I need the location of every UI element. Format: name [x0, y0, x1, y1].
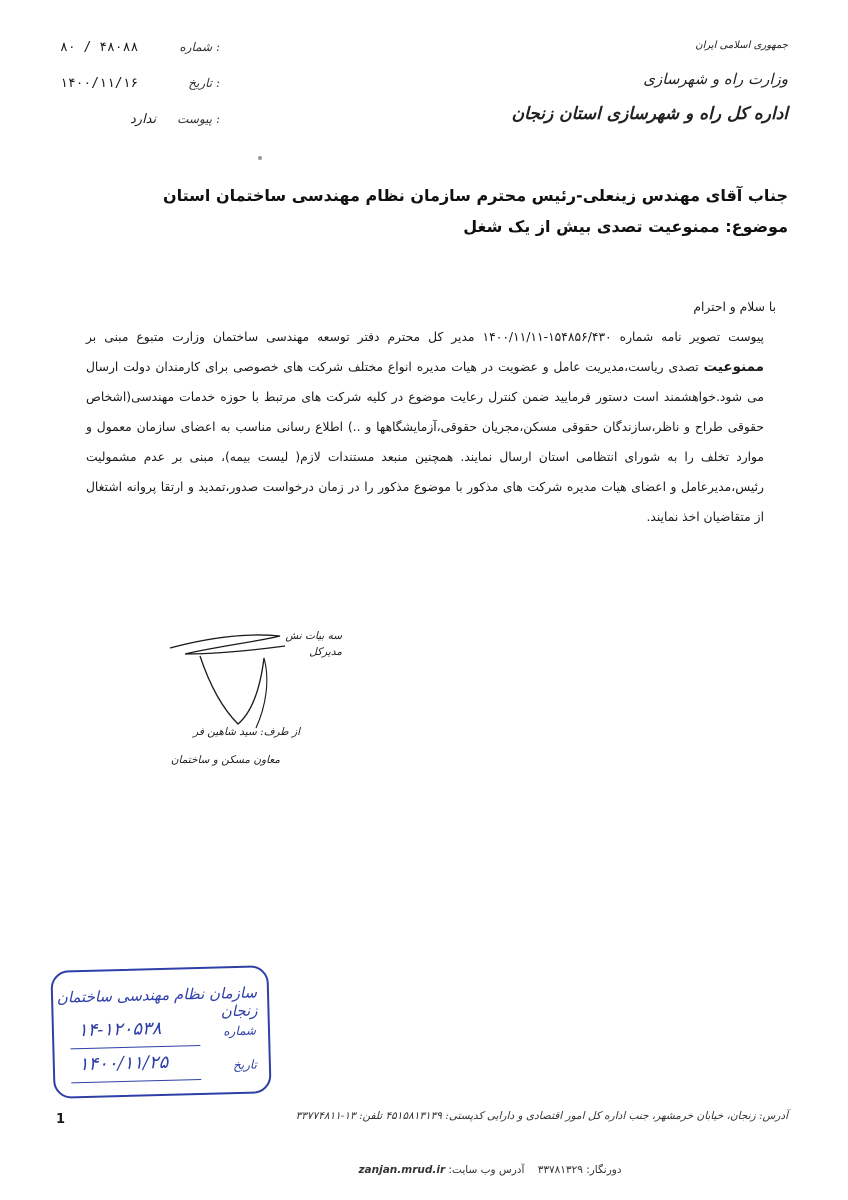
greeting: با سلام و احترام — [693, 300, 776, 314]
stamp-date-line — [71, 1079, 201, 1083]
body-text-part-1: پیوست تصویر نامه شماره ۱۵۴۸۵۶/۴۳۰-۱۴۰۰/۱۱/۱۱ مدیر کل محترم دفتر توسعه مهندسی ساختمان وزارت متبوع مبنی بر — [86, 330, 764, 344]
footer-fax: دورنگار: ۳۳۷۸۱۳۲۹ — [537, 1164, 622, 1176]
letter-number-value: ۸۰ / ۴۸۰۸۸ — [60, 40, 139, 55]
attachment-value: ندارد — [130, 112, 157, 127]
stamp-number-label: شماره — [223, 1023, 257, 1039]
body-emphasis: ممنوعیت — [703, 359, 764, 375]
footer-contact — [290, 1164, 690, 1176]
body-text-part-2: تصدی ریاست،مدیریت عامل و عضویت در هیات مدیره انواع مختلف شرکت های خصوصی برای کارمندان دولت ارسال می شود.خواهشمند است دستور فرمایید ضمن کنترل رعایت موضوع در کلیه شرکت های مرتبط با حوزه خدمات مهندسی(اشخاص حقوقی طراح و ناظر،سازندگان حقوقی مسکن،مجریان حقوقی،آزمایشگاهها و ..) اطلاع رسانی مناسب به اعضای سازمان معمول و موارد تخلف را به شورای انتظامی استان ارسال نمایند. همچنین منبعد مستندات لازم( لیست بیمه)، مبنی بر عدم مشمولیت رئیس،مدیرعامل و اعضای هیات مدیره شرکت های مذکور با موضوع مذکور را در زمان درخواست صدور،تمدید و ارتقا پروانه اشتغال از متقاضیان اخذ نمایند. — [86, 360, 764, 524]
stamp-date-value: ۱۴۰۰/۱۱/۲۵ — [78, 1051, 169, 1076]
letter-number-label: شماره : — [179, 40, 220, 54]
receipt-stamp — [50, 965, 271, 1099]
stamp-number-value: ۱۴-۱۲۰۵۳۸ — [77, 1017, 162, 1042]
letter-date-value: ۱۴۰۰/۱۱/۱۶ — [60, 76, 139, 91]
footer-address: آدرس: زنجان، خیابان خرمشهر، جنب اداره کل امور اقتصادی و دارایی کدپستی: ۴۵۱۵۸۱۳۱۳۹ تلفن: ۱۳-۳۳۷۷۴۸۱۱ — [295, 1110, 788, 1122]
addressee-line: جناب آقای مهندس زینعلی-رئیس محترم سازمان نظام مهندسی ساختمان استان — [162, 186, 788, 205]
letterhead-ministry: وزارت راه و شهرسازی — [643, 70, 788, 88]
letter-number-row — [60, 40, 220, 60]
letter-date-label: تاریخ : — [188, 76, 220, 90]
letter-date-row — [60, 76, 220, 96]
stamp-date-label: تاریخ — [232, 1057, 258, 1073]
footer-website[interactable]: zanjan.mrud.ir — [358, 1164, 446, 1176]
body-paragraph — [86, 322, 776, 532]
attachment-row — [60, 112, 220, 132]
scan-speck — [258, 156, 262, 160]
letterhead-office: اداره کل راه و شهرسازی استان زنجان — [511, 104, 788, 124]
stamp-number-line — [70, 1045, 200, 1049]
signature-department: معاون مسکن و ساختمان — [170, 754, 280, 766]
stamp-title: سازمان نظام مهندسی ساختمان زنجان — [56, 983, 258, 1021]
letterhead-republic: جمهوری اسلامی ایران — [695, 40, 788, 51]
letter-body — [86, 292, 776, 532]
page-number: 1 — [56, 1112, 66, 1127]
footer-website-label: آدرس وب سایت: — [448, 1164, 525, 1176]
attachment-label: پیوست : — [177, 112, 220, 126]
signature-from: از طرف: سید شاهین فر — [193, 726, 300, 738]
signature-side-note: سه بیات نش مدیرکل — [285, 630, 342, 658]
subject-line: موضوع: ممنوعیت تصدی بیش از یک شغل — [463, 217, 788, 236]
